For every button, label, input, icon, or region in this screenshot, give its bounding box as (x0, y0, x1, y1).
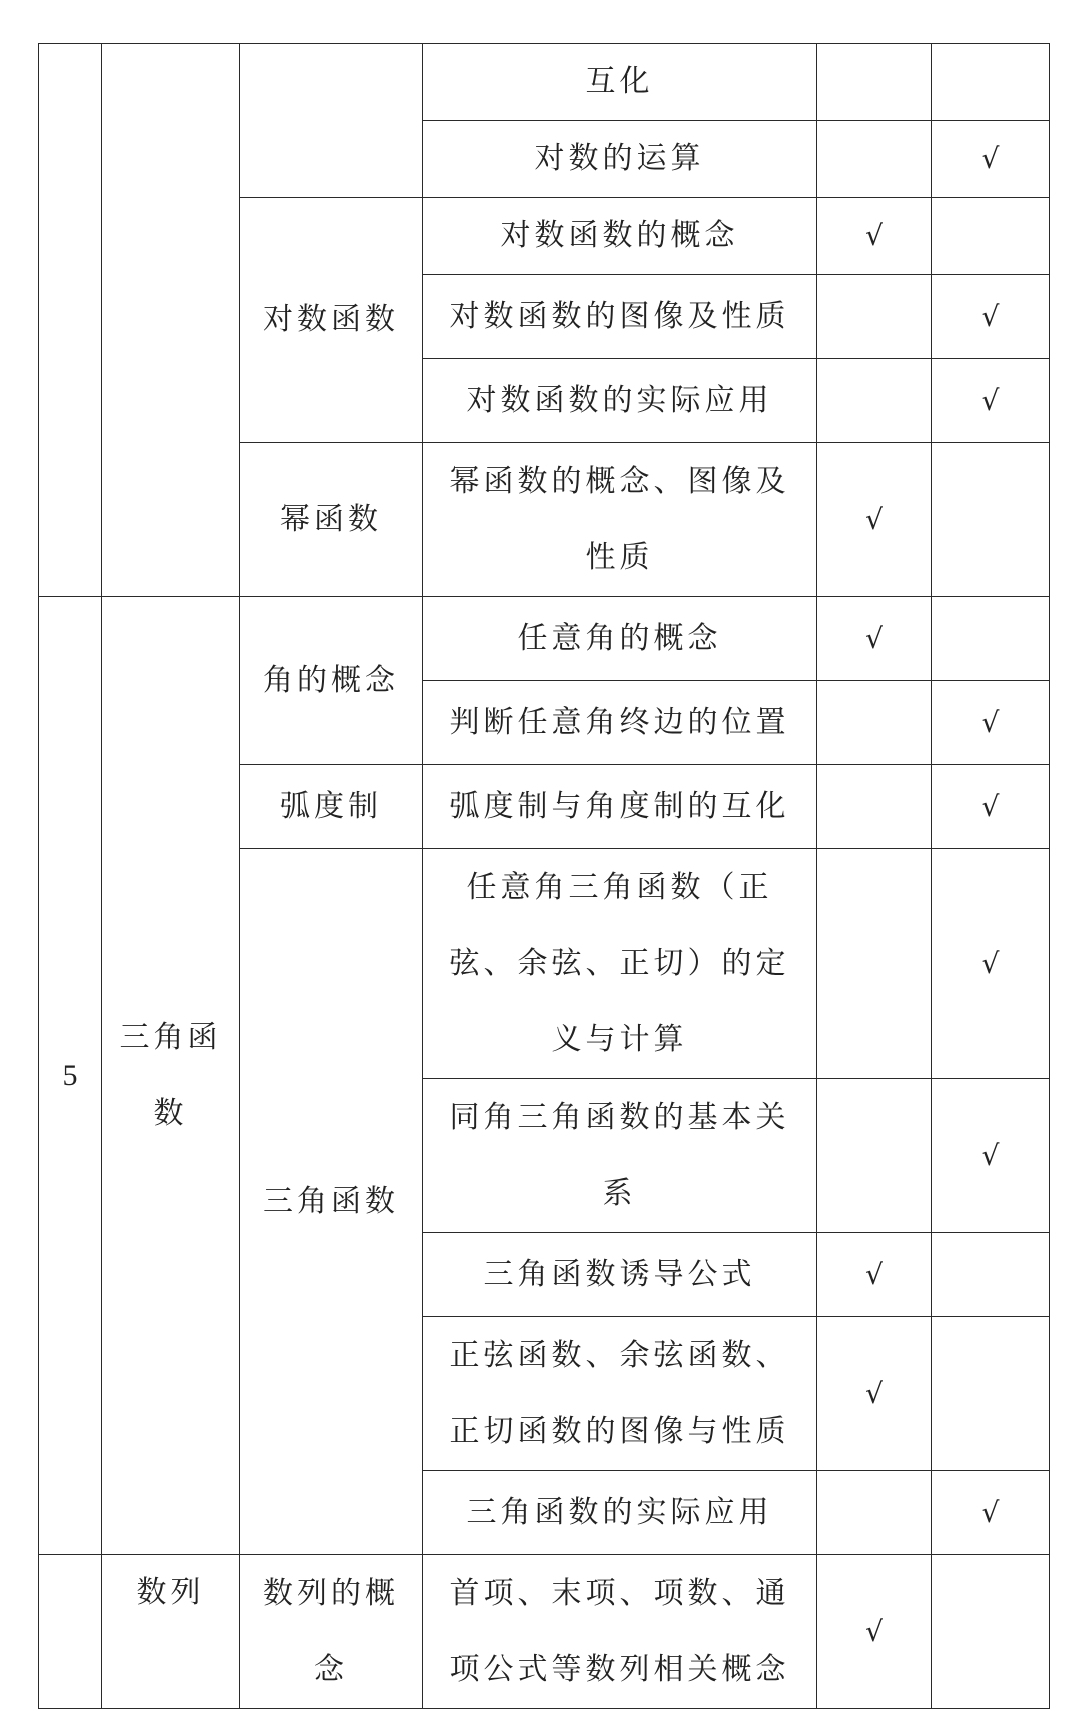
mark-column-b (932, 198, 1050, 275)
section-cell: 对数函数 (240, 198, 423, 443)
table-row (39, 44, 1050, 121)
chapter-name: 三角函数 (102, 597, 240, 1555)
section-cell: 角的概念 (240, 597, 423, 765)
chapter-number-cell (39, 1555, 102, 1709)
mark-column-b (932, 44, 1050, 121)
mark-column-b: √ (932, 1471, 1050, 1555)
mark-column-a: √ (817, 1233, 932, 1317)
mark-column-a: √ (817, 198, 932, 275)
section-cell: 数列的概念 (240, 1555, 423, 1709)
mark-column-a (817, 765, 932, 849)
knowledge-point-table (38, 43, 1050, 1709)
section-cell (240, 44, 423, 198)
mark-column-b: √ (932, 359, 1050, 443)
mark-column-a (817, 1471, 932, 1555)
knowledge-point: 幂函数的概念、图像及性质 (423, 443, 817, 597)
mark-column-b: √ (932, 849, 1050, 1079)
knowledge-point: 三角函数的实际应用 (423, 1471, 817, 1555)
mark-column-a (817, 681, 932, 765)
mark-column-b: √ (932, 765, 1050, 849)
mark-column-b: √ (932, 121, 1050, 198)
knowledge-point: 任意角的概念 (423, 597, 817, 681)
mark-column-a: √ (817, 1317, 932, 1471)
knowledge-point: 对数函数的图像及性质 (423, 275, 817, 359)
chapter-number-cell (39, 44, 102, 597)
mark-column-a: √ (817, 443, 932, 597)
section-cell: 幂函数 (240, 443, 423, 597)
mark-column-a: √ (817, 597, 932, 681)
mark-column-a (817, 1079, 932, 1233)
mark-column-a (817, 359, 932, 443)
knowledge-point: 首项、末项、项数、通项公式等数列相关概念 (423, 1555, 817, 1709)
knowledge-point: 对数函数的实际应用 (423, 359, 817, 443)
section-cell: 三角函数 (240, 849, 423, 1555)
table-row (39, 597, 1050, 681)
knowledge-point: 三角函数诱导公式 (423, 1233, 817, 1317)
knowledge-point: 任意角三角函数（正弦、余弦、正切）的定义与计算 (423, 849, 817, 1079)
knowledge-point: 互化 (423, 44, 817, 121)
mark-column-b: √ (932, 275, 1050, 359)
section-cell: 弧度制 (240, 765, 423, 849)
mark-column-a: √ (817, 1555, 932, 1709)
mark-column-a (817, 849, 932, 1079)
mark-column-b: √ (932, 1079, 1050, 1233)
knowledge-point: 正弦函数、余弦函数、正切函数的图像与性质 (423, 1317, 817, 1471)
mark-column-a (817, 121, 932, 198)
mark-column-b (932, 1555, 1050, 1709)
mark-column-b (932, 1317, 1050, 1471)
mark-column-b (932, 597, 1050, 681)
knowledge-point: 同角三角函数的基本关系 (423, 1079, 817, 1233)
mark-column-b (932, 443, 1050, 597)
knowledge-point: 对数函数的概念 (423, 198, 817, 275)
knowledge-point: 弧度制与角度制的互化 (423, 765, 817, 849)
knowledge-point: 判断任意角终边的位置 (423, 681, 817, 765)
mark-column-a (817, 275, 932, 359)
mark-column-a (817, 44, 932, 121)
table-row (39, 1555, 1050, 1709)
mark-column-b (932, 1233, 1050, 1317)
chapter-name: 数列 (102, 1555, 240, 1709)
chapter-name-cell (102, 44, 240, 597)
knowledge-point: 对数的运算 (423, 121, 817, 198)
mark-column-b: √ (932, 681, 1050, 765)
chapter-number: 5 (39, 597, 102, 1555)
